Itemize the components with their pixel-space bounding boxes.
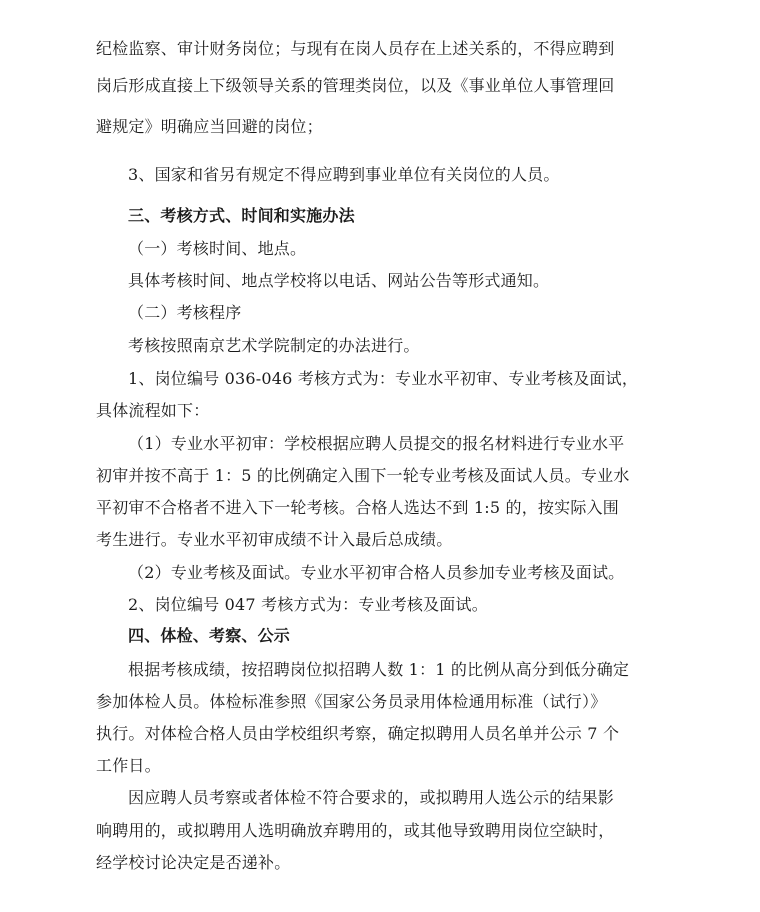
text-line: 工作日。 — [96, 756, 161, 775]
text-line: 响聘用的，或拟聘用人选明确放弃聘用的，或其他导致聘用岗位空缺时， — [96, 821, 615, 840]
text-line: 平初审不合格者不进入下一轮考核。合格人选达不到 1:5 的，按实际入围 — [96, 498, 619, 517]
section-heading: 四、体检、考察、公示 — [128, 626, 291, 645]
text-line: 具体考核时间、地点学校将以电话、网站公告等形式通知。 — [128, 271, 550, 290]
text-line: （1）专业水平初审：学校根据应聘人员提交的报名材料进行专业水平 — [128, 434, 625, 453]
subsection-heading: （一）考核时间、地点。 — [128, 239, 307, 258]
text-line: 岗后形成直接上下级领导关系的管理类岗位，以及《事业单位人事管理回 — [96, 76, 615, 95]
text-line: 考核按照南京艺术学院制定的办法进行。 — [128, 336, 420, 355]
text-line: 因应聘人员考察或者体检不符合要求的，或拟聘用人选公示的结果影 — [128, 788, 615, 807]
text-line: 经学校讨论决定是否递补。 — [96, 853, 291, 872]
section-heading: 三、考核方式、时间和实施办法 — [128, 206, 355, 225]
text-line: 纪检监察、审计财务岗位；与现有在岗人员存在上述关系的，不得应聘到 — [96, 39, 615, 58]
text-line: 执行。对体检合格人员由学校组织考察，确定拟聘用人员名单并公示 7 个 — [96, 724, 620, 743]
text-line: 3、国家和省另有规定不得应聘到事业单位有关岗位的人员。 — [128, 165, 560, 184]
text-line: 根据考核成绩，按招聘岗位拟招聘人数 1：1 的比例从高分到低分确定 — [128, 660, 630, 679]
text-line: 考生进行。专业水平初审成绩不计入最后总成绩。 — [96, 530, 453, 549]
text-line: 2、岗位编号 047 考核方式为：专业考核及面试。 — [128, 595, 488, 614]
subsection-heading: （二）考核程序 — [128, 303, 242, 322]
text-line: 参加体检人员。体检标准参照《国家公务员录用体检通用标准（试行）》 — [96, 692, 607, 711]
text-line: 1、岗位编号 036-046 考核方式为：专业水平初审、专业考核及面试， — [128, 369, 639, 388]
text-line: 避规定》明确应当回避的岗位； — [96, 117, 323, 136]
text-line: 初审并按不高于 1：5 的比例确定入围下一轮专业考核及面试人员。专业水 — [96, 466, 630, 485]
text-line: （2）专业考核及面试。专业水平初审合格人员参加专业考核及面试。 — [128, 563, 625, 582]
text-line: 具体流程如下： — [96, 401, 210, 420]
